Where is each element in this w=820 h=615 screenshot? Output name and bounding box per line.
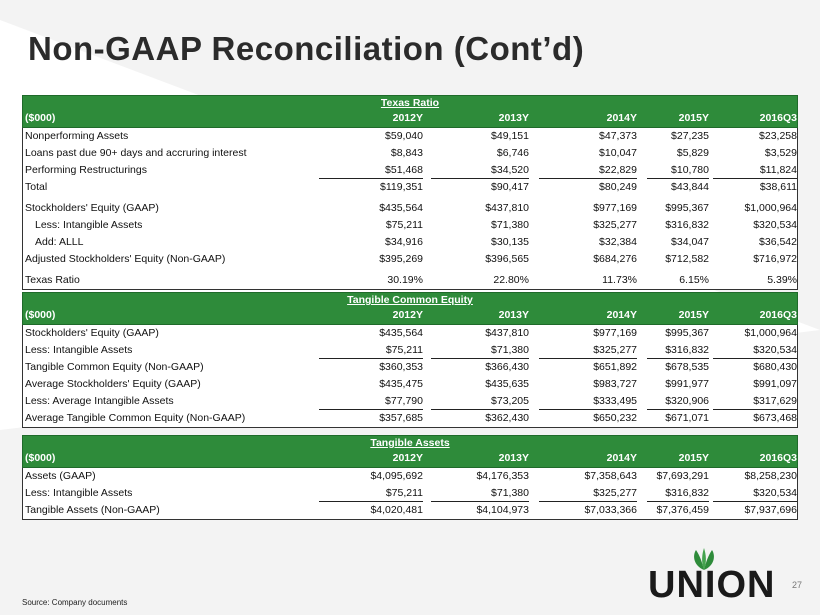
table-cell: $320,534 — [753, 219, 797, 231]
table-cell: $360,353 — [379, 361, 423, 373]
table-row — [23, 342, 797, 359]
table-row — [23, 325, 797, 342]
table-cell: $320,534 — [713, 342, 797, 359]
column-header: 2013Y — [498, 452, 529, 464]
table-cell: $991,097 — [753, 378, 797, 390]
column-header-row — [23, 450, 797, 467]
table-cell: $680,430 — [753, 361, 797, 373]
row-label: Stockholders' Equity (GAAP) — [25, 202, 159, 214]
table-cell: $716,972 — [753, 253, 797, 265]
source-note: Source: Company documents — [22, 598, 128, 607]
column-header: 2012Y — [392, 112, 423, 124]
table-row — [23, 234, 797, 251]
column-header: 2015Y — [678, 452, 709, 464]
table-cell: $995,367 — [665, 202, 709, 214]
table-cell: $4,095,692 — [370, 470, 423, 482]
table-cell: $983,727 — [593, 378, 637, 390]
table-cell: $7,358,643 — [584, 470, 637, 482]
table-cell: $71,380 — [431, 485, 529, 502]
column-header: 2016Q3 — [759, 112, 797, 124]
page-title: Non-GAAP Reconciliation (Cont’d) — [28, 30, 585, 67]
table-header — [22, 435, 798, 468]
tangible-common-equity-table — [22, 292, 798, 428]
table-cell: $8,258,230 — [744, 470, 797, 482]
table-cell: $30,135 — [491, 236, 529, 248]
table-cell: $357,685 — [379, 412, 423, 424]
table-cell: $77,790 — [319, 393, 423, 410]
table-cell: $320,534 — [713, 485, 797, 502]
table-cell: $51,468 — [319, 162, 423, 179]
page-number: 27 — [792, 580, 803, 590]
table-cell: $90,417 — [491, 181, 529, 193]
table-cell: $325,277 — [539, 342, 637, 359]
table-cell: $32,384 — [599, 236, 637, 248]
column-header: ($000) — [25, 452, 56, 464]
table-cell: $316,832 — [665, 219, 709, 231]
table-cell: $49,151 — [491, 130, 529, 142]
table-cell: $34,047 — [671, 236, 709, 248]
table-cell: $1,000,964 — [744, 202, 797, 214]
column-header: 2016Q3 — [759, 309, 797, 321]
table-heading: Tangible Assets — [370, 437, 450, 449]
table-cell: $712,582 — [665, 253, 709, 265]
table-cell: $59,040 — [385, 130, 423, 142]
table-cell: $119,351 — [379, 181, 423, 193]
texas-ratio-table — [22, 95, 798, 290]
table-cell: $7,937,696 — [744, 504, 797, 516]
table-cell: 22.80% — [493, 274, 529, 286]
table-cell: $38,611 — [759, 181, 797, 193]
table-cell: $10,047 — [599, 147, 637, 159]
table-cell: $80,249 — [599, 181, 637, 193]
table-cell: $11,824 — [713, 162, 797, 179]
table-cell: $22,829 — [539, 162, 637, 179]
table-cell: $435,475 — [379, 378, 423, 390]
table-cell: $34,916 — [385, 236, 423, 248]
table-body — [22, 325, 798, 428]
table-cell: $1,000,964 — [744, 327, 797, 339]
table-cell: $435,564 — [379, 202, 423, 214]
table-cell: $977,169 — [593, 327, 637, 339]
table-cell: $71,380 — [491, 219, 529, 231]
column-header: ($000) — [25, 309, 56, 321]
row-label: Less: Intangible Assets — [25, 344, 133, 356]
tangible-assets-table — [22, 435, 798, 520]
table-row — [23, 200, 797, 217]
table-cell: $650,232 — [593, 412, 637, 424]
column-header-row — [23, 307, 797, 324]
table-row — [23, 393, 797, 410]
table-row — [23, 376, 797, 393]
table-cell: $651,892 — [593, 361, 637, 373]
table-cell: $362,430 — [485, 412, 529, 424]
table-cell: $991,977 — [665, 378, 709, 390]
column-header: 2014Y — [606, 309, 637, 321]
logo-wordmark: UNION — [648, 564, 776, 606]
table-row — [23, 359, 797, 376]
column-header: 2012Y — [392, 309, 423, 321]
table-cell: $437,810 — [485, 327, 529, 339]
table-cell: $366,430 — [485, 361, 529, 373]
table-cell: $995,367 — [665, 327, 709, 339]
row-label: Texas Ratio — [25, 274, 80, 286]
table-cell: $75,211 — [319, 342, 423, 359]
table-cell: $671,071 — [665, 412, 709, 424]
union-logo — [648, 548, 788, 608]
row-label: Less: Intangible Assets — [35, 219, 143, 231]
table-cell: $317,629 — [713, 393, 797, 410]
table-cell: 30.19% — [387, 274, 423, 286]
row-label: Tangible Common Equity (Non-GAAP) — [25, 361, 204, 373]
row-label: Average Stockholders' Equity (GAAP) — [25, 378, 201, 390]
table-body — [22, 468, 798, 520]
row-label: Less: Intangible Assets — [25, 487, 133, 499]
table-cell: $7,376,459 — [656, 504, 709, 516]
row-label: Less: Average Intangible Assets — [25, 395, 174, 407]
table-row — [23, 162, 797, 179]
table-cell: $333,495 — [539, 393, 637, 410]
table-cell: $316,832 — [647, 342, 709, 359]
table-cell: $395,269 — [379, 253, 423, 265]
column-header: 2015Y — [678, 112, 709, 124]
table-cell: $73,205 — [431, 393, 529, 410]
table-row — [23, 502, 797, 519]
row-label: Average Tangible Common Equity (Non-GAAP) — [25, 412, 246, 424]
table-cell: $435,564 — [379, 327, 423, 339]
table-cell: $75,211 — [319, 485, 423, 502]
table-cell: $320,906 — [647, 393, 709, 410]
table-heading: Texas Ratio — [380, 97, 440, 109]
table-row — [23, 128, 797, 145]
table-cell: $325,277 — [593, 219, 637, 231]
table-cell: $7,693,291 — [656, 470, 709, 482]
table-cell: $34,520 — [431, 162, 529, 179]
column-header: 2013Y — [498, 112, 529, 124]
table-cell: $47,373 — [599, 130, 637, 142]
row-label: Performing Restructurings — [25, 164, 147, 176]
table-row — [23, 410, 797, 427]
table-cell: $4,104,973 — [476, 504, 529, 516]
table-cell: $71,380 — [431, 342, 529, 359]
table-cell: $977,169 — [593, 202, 637, 214]
table-cell: $23,258 — [759, 130, 797, 142]
table-cell: 11.73% — [602, 274, 637, 286]
table-cell: $7,033,366 — [584, 504, 637, 516]
column-header: 2016Q3 — [759, 452, 797, 464]
table-row — [23, 485, 797, 502]
column-header: 2014Y — [606, 452, 637, 464]
column-header-row — [23, 110, 797, 127]
row-label: Tangible Assets (Non-GAAP) — [25, 504, 160, 516]
column-header: 2014Y — [606, 112, 637, 124]
table-cell: $27,235 — [671, 130, 709, 142]
table-cell: $435,635 — [485, 378, 529, 390]
column-header: 2013Y — [498, 309, 529, 321]
column-header: ($000) — [25, 112, 56, 124]
table-body — [22, 128, 798, 290]
table-row — [23, 272, 797, 289]
table-cell: $43,844 — [671, 181, 709, 193]
table-row — [23, 217, 797, 234]
row-label: Loans past due 90+ days and accruring interest — [25, 147, 247, 159]
row-label: Nonperforming Assets — [25, 130, 129, 142]
table-cell: 6.15% — [679, 274, 709, 286]
table-row — [23, 251, 797, 268]
table-cell: $316,832 — [647, 485, 709, 502]
table-row — [23, 145, 797, 162]
table-row — [23, 179, 797, 196]
table-cell: $437,810 — [485, 202, 529, 214]
table-cell: $4,020,481 — [370, 504, 423, 516]
table-header — [22, 95, 798, 128]
table-cell: 5.39% — [767, 274, 797, 286]
column-header: 2015Y — [678, 309, 709, 321]
table-cell: $36,542 — [759, 236, 797, 248]
row-label: Adjusted Stockholders' Equity (Non-GAAP) — [25, 253, 226, 265]
row-label: Total — [25, 181, 48, 193]
table-cell: $3,529 — [764, 147, 797, 159]
table-cell: $684,276 — [593, 253, 637, 265]
table-header — [22, 292, 798, 325]
table-row — [23, 468, 797, 485]
row-label: Assets (GAAP) — [25, 470, 96, 482]
row-label: Stockholders' Equity (GAAP) — [25, 327, 159, 339]
table-cell: $6,746 — [496, 147, 529, 159]
table-cell: $8,843 — [390, 147, 423, 159]
table-cell: $4,176,353 — [476, 470, 529, 482]
table-cell: $10,780 — [647, 162, 709, 179]
table-cell: $673,468 — [753, 412, 797, 424]
table-cell: $325,277 — [539, 485, 637, 502]
row-label: Add: ALLL — [35, 236, 84, 248]
table-cell: $75,211 — [385, 219, 423, 231]
table-cell: $5,829 — [676, 147, 709, 159]
table-heading: Tangible Common Equity — [347, 294, 473, 306]
table-cell: $396,565 — [485, 253, 529, 265]
table-cell: $678,535 — [665, 361, 709, 373]
column-header: 2012Y — [392, 452, 423, 464]
